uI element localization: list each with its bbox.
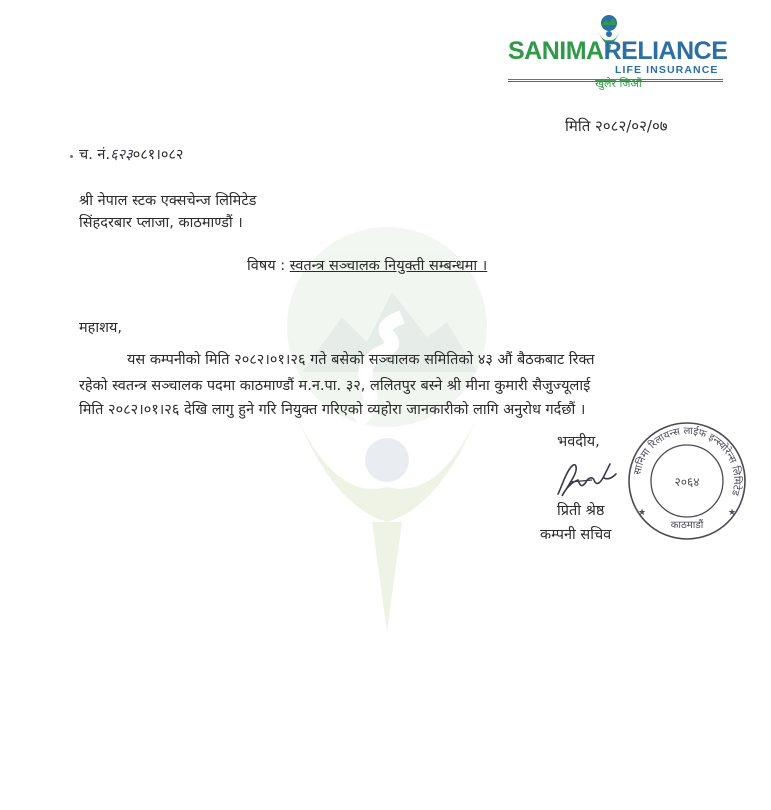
- recipient-address: सिंहदरबार प्लाजा, काठमाण्डौं ।: [79, 215, 243, 231]
- subject-line: [247, 258, 487, 275]
- letter-date: मिति २०८२/०२/०७: [565, 117, 668, 135]
- subject-label: विषय :: [247, 258, 290, 274]
- seal-star-icon: ★: [728, 508, 737, 518]
- ref-suffix: ०८१।०८२: [132, 147, 184, 163]
- signatory-name: प्रिती श्रेष्ठ: [557, 503, 605, 519]
- seal-city: काठमाडौं: [670, 520, 704, 531]
- watermark-logo: [262, 222, 512, 642]
- recipient-name: श्री नेपाल स्टक एक्सचेन्ज लिमिटेड: [79, 193, 257, 209]
- brand-wordmark: [508, 37, 727, 66]
- subject-text: स्वतन्त्र सञ्चालक नियुक्ती सम्बन्धमा ।: [289, 258, 488, 274]
- reference-number: [79, 147, 183, 164]
- margin-dot: [70, 155, 73, 158]
- body-line-2: रहेको स्वतन्त्र सञ्चालक पदमा काठमाण्डौं म.न.पा. ३२, ललितपुर बस्ने श्री मीना कुमारी सैजुज्यूलाई: [79, 378, 591, 394]
- salutation: महाशय,: [79, 320, 123, 336]
- ref-handwritten: ६२३: [110, 147, 133, 163]
- handwritten-signature: [552, 458, 622, 500]
- brand-right: RELIANCE: [603, 37, 728, 65]
- brand-subtitle: LIFE INSURANCE: [615, 64, 719, 76]
- body-line-3: मिति २०८२।०१।२६ देखि लागु हुने गरि नियुक्त गरिएको व्यहोरा जानकारीको लागि अनुरोध गर्दछौं ।: [79, 402, 586, 418]
- seal-ring-text: सानिमा रिलायन्स लाईफ इन्स्योरेन्स लिमिटेड: [632, 425, 743, 497]
- brand-tagline: खुलेर जिऔं: [595, 77, 642, 90]
- seal-year: २०६४: [674, 475, 700, 489]
- ref-prefix: च. नं.: [79, 147, 111, 163]
- body-line-1: यस कम्पनीको मिति २०८२।०१।२६ गते बसेको सञ्चालक समितिको ४३ औं बैठकबाट रिक्त: [127, 352, 595, 368]
- closing: भवदीय,: [557, 434, 600, 450]
- signatory-title: कम्पनी सचिव: [540, 527, 612, 543]
- brand-left: SANIMA: [508, 37, 604, 65]
- company-seal-stamp: [626, 420, 748, 542]
- seal-star-icon: ★: [638, 508, 647, 518]
